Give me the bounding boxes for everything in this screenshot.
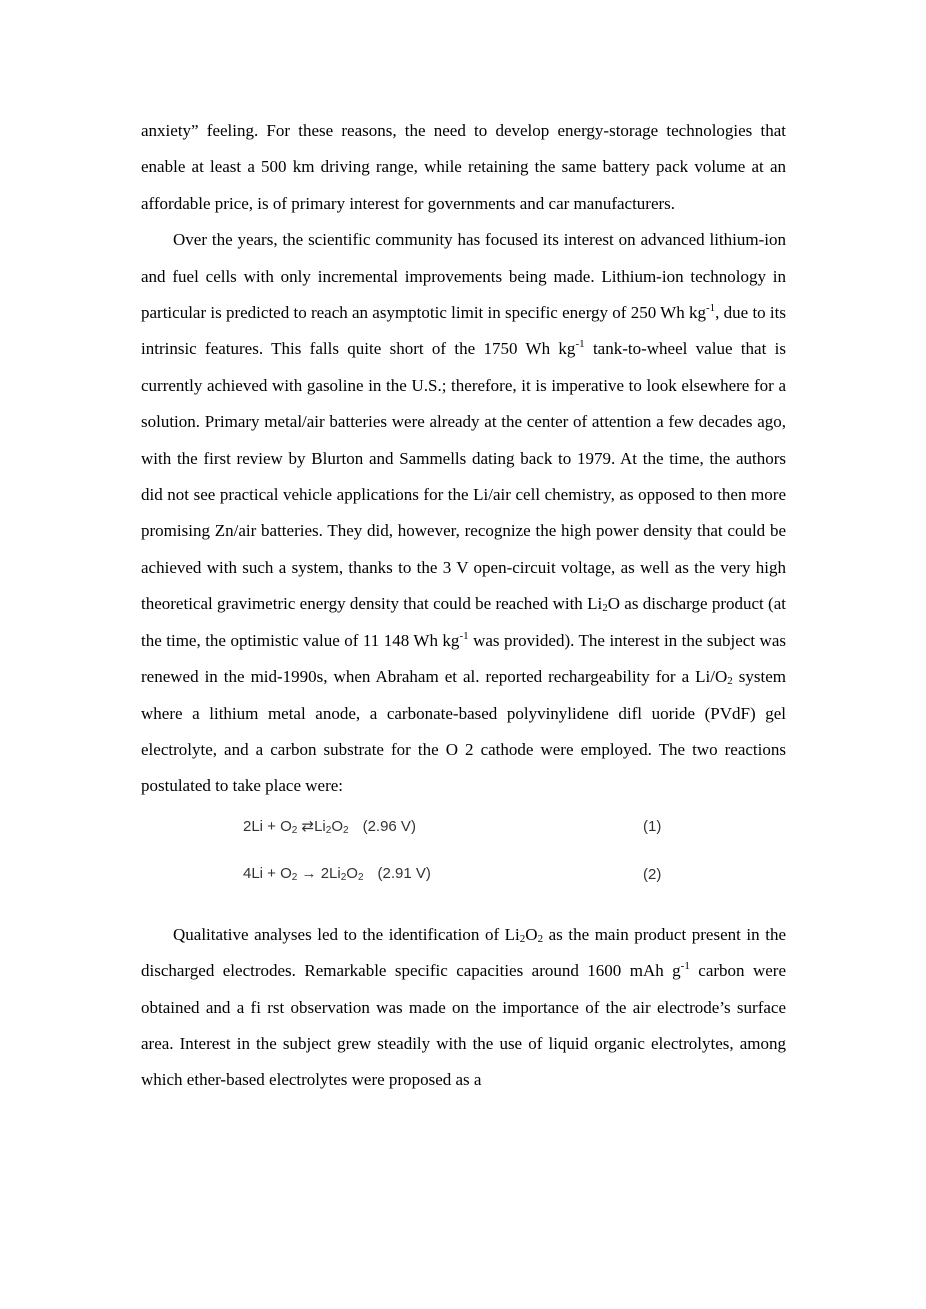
subscript: 2 bbox=[291, 824, 298, 836]
paragraph-2-text-3: tank-to-wheel value that is currently achieved with gasoline in the U.S.; therefore, it is imperative to look elsewhere for a solution. Primary metal/air batteries were already at the center of attention a few decades ago, with the first review by Blurton and Sammells dating back to 1979. At the time, the authors did not see practical vehicle applications for the Li/air cell chemistry, as opposed to then more promising Zn/air batteries. They did, however, recognize the high power density that could be achieved with such a system, thanks to the 3 V open-circuit voltage, as well as the very high theoretical gravimetric energy density that could be reached with Li bbox=[141, 339, 786, 614]
subscript: 2 bbox=[291, 871, 298, 883]
paragraph-2-text-6: system where a lithium metal anode, a carbonate-based polyvinylidene difl uoride (PVdF) gel electrolyte, and a carbon substrate for the O 2 cathode were employed. The two reactions postulated to take place were: bbox=[141, 667, 786, 796]
superscript: -1 bbox=[575, 338, 585, 351]
subscript: 2 bbox=[727, 675, 733, 688]
right-arrow: → bbox=[301, 864, 317, 882]
subscript: 2 bbox=[325, 824, 332, 836]
paragraph-3-text-1: Qualitative analyses led to the identification of Li bbox=[173, 924, 520, 944]
paragraph-3 bbox=[141, 917, 786, 1099]
subscript: 2 bbox=[519, 932, 526, 945]
equation-potential: (2.91 V) bbox=[377, 864, 431, 882]
superscript: -1 bbox=[680, 960, 690, 973]
superscript: -1 bbox=[459, 629, 469, 642]
paragraph-3-text-3: as the main product present in the discharged electrodes. Remarkable specific capacities around 1600 mAh g bbox=[141, 924, 786, 981]
equation-term: 2Li + O bbox=[243, 817, 292, 835]
reversible-arrow: ⇄ bbox=[301, 817, 315, 835]
paragraph-3-text-4: carbon were obtained and a fi rst observation was made on the importance of the air electrode’s surface area. Interest in the subject grew steadily with the use of liquid organic electrolytes, among which ether-based electrolytes were proposed as a bbox=[141, 961, 786, 1090]
equation-term: 2Li bbox=[320, 864, 341, 882]
subscript: 2 bbox=[537, 932, 544, 945]
document-page bbox=[141, 113, 786, 1099]
equation-number-2: (2) bbox=[643, 865, 662, 883]
subscript: 2 bbox=[357, 871, 364, 883]
equation-term: O bbox=[331, 817, 344, 835]
equation-potential: (2.96 V) bbox=[362, 817, 416, 835]
subscript: 2 bbox=[340, 871, 347, 883]
paragraph-3-text-2: O bbox=[525, 924, 538, 944]
equation-term: Li bbox=[314, 817, 326, 835]
equation-2 bbox=[243, 865, 663, 882]
equation-term: 4Li + O bbox=[243, 864, 292, 882]
paragraph-2-text-4: O as discharge product (at the time, the optimistic value of 11 148 Wh kg bbox=[141, 594, 786, 650]
paragraph-2-text-5: was provided). The interest in the subject was renewed in the mid-1990s, when Abraham et al. reported rechargeability for a Li/O bbox=[141, 630, 786, 687]
paragraph-2-text-1: Over the years, the scientific community has focused its interest on advanced lithium-ion and fuel cells with only incremental improvements being made. Lithium-ion technology in particular is predicted to reach an asymptotic limit in specific energy of 250 Wh kg bbox=[141, 230, 786, 323]
paragraph-2 bbox=[141, 222, 786, 805]
subscript: 2 bbox=[602, 602, 608, 615]
subscript: 2 bbox=[343, 824, 349, 836]
equation-term: O bbox=[346, 864, 358, 882]
equation-number-1: (1) bbox=[643, 817, 662, 835]
equation-1 bbox=[243, 817, 663, 835]
paragraph-1 bbox=[141, 113, 786, 222]
equation-block bbox=[141, 805, 786, 917]
paragraph-1-text: anxiety” feeling. For these reasons, the need to develop energy-storage technologies that enable at least a 500 km driving range, while retaining the same battery pack volume at an affordable price, is of primary interest for governments and car manufacturers. bbox=[141, 121, 786, 213]
paragraph-2-text-2: , due to its intrinsic features. This falls quite short of the 1750 Wh kg bbox=[141, 303, 786, 359]
superscript: -1 bbox=[705, 302, 716, 315]
